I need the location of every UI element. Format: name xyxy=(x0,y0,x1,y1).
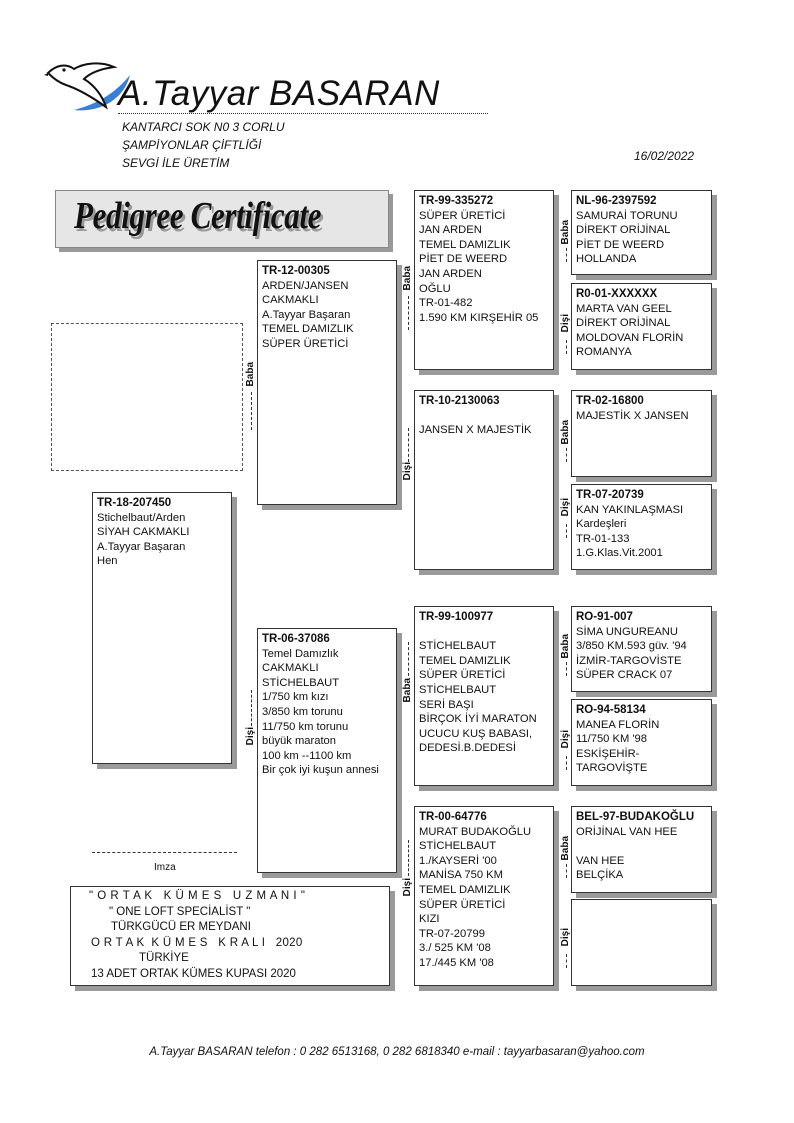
contact-footer: A.Tayyar BASARAN telefon : 0 282 6513168, 0 282 6818340 e-mail : tayyarbasaran@yahoo.com xyxy=(149,1046,645,1058)
specialist-line: 13 ADET ORTAK KÜMES KUPASI 2020 xyxy=(91,968,296,980)
dam-line: CAKMAKLI xyxy=(262,662,319,675)
dam-dam-line: STİCHELBAUT xyxy=(419,840,497,853)
sire-sire-box xyxy=(414,190,554,370)
sire-sire-ring-id: TR-99-335272 xyxy=(419,195,494,207)
specialist-line: TÜRKİYE xyxy=(139,952,189,964)
dam-sire-label: Baba xyxy=(402,678,413,703)
dss-ring-id: RO-91-007 xyxy=(576,611,633,623)
ssd-line: DİREKT ORİJİNAL xyxy=(576,317,671,330)
sire-label: Baba xyxy=(245,362,256,387)
dam-dam-box xyxy=(414,806,554,986)
dam-sire-connector xyxy=(408,642,409,676)
dds-ring-id: BEL-97-BUDAKOĞLU xyxy=(576,811,695,823)
dsd-ring-id: RO-94-58134 xyxy=(576,704,646,716)
ssd-connector xyxy=(566,340,567,354)
dss-line: SÜPER CRACK 07 xyxy=(576,669,673,682)
sss-line: HOLLANDA xyxy=(576,253,637,266)
dam-sire-line: BİRÇOK İYİ MARATON xyxy=(419,713,537,726)
dds-line: ORİJİNAL VAN HEE xyxy=(576,825,678,838)
dam-dam-line: 17./445 KM '08 xyxy=(419,956,494,969)
sire-line: SÜPER ÜRETİCİ xyxy=(262,337,349,350)
sdd-box xyxy=(571,484,712,570)
sds-label: Baba xyxy=(560,420,571,445)
dam-dam-line: TR-07-20799 xyxy=(419,927,485,940)
breeder-name: A.Tayyar BASARAN xyxy=(118,74,440,113)
subject-ring-id: TR-18-207450 xyxy=(97,497,172,509)
ddd-connector xyxy=(566,954,567,968)
dam-dam-line: 3./ 525 KM '08 xyxy=(419,942,491,955)
sire-dam-line: JANSEN X MAJESTİK xyxy=(419,424,532,437)
dam-line: 100 km --1100 km xyxy=(262,749,352,762)
dss-connector xyxy=(566,662,567,676)
dam-sire-line: STİCHELBAUT xyxy=(419,683,497,696)
address-line-3: SEVGİ İLE ÜRETİM xyxy=(122,156,230,170)
subject-line: A.Tayyar Başaran xyxy=(97,540,186,553)
dds-connector xyxy=(566,864,567,878)
sdd-line: KAN YAKINLAŞMASI xyxy=(576,503,684,516)
sss-label: Baba xyxy=(560,220,571,245)
ssd-box xyxy=(571,283,712,370)
dam-dam-line: KIZI xyxy=(419,913,440,926)
dam-line: Bir çok iyi kuşun annesi xyxy=(262,764,379,777)
dds-label: Baba xyxy=(560,836,571,861)
dam-line: 1/750 km kızı xyxy=(262,691,329,704)
sdd-line: TR-01-133 xyxy=(576,532,630,545)
dam-dam-line: 1./KAYSERİ '00 xyxy=(419,854,497,867)
dam-box xyxy=(257,628,397,873)
dsd-label: Dişi xyxy=(560,730,571,749)
signature-label: Imza xyxy=(154,862,176,873)
dam-sire-ring-id: TR-99-100977 xyxy=(419,611,494,623)
sire-dam-label: Dişi xyxy=(402,462,413,481)
ssd-line: ROMANYA xyxy=(576,346,632,359)
sss-line: DİREKT ORİJİNAL xyxy=(576,224,671,237)
dsd-box xyxy=(571,699,712,786)
subject-line: Hen xyxy=(97,555,118,568)
sss-line: SAMURAİ TORUNU xyxy=(576,209,678,222)
dsd-line: 11/750 KM '98 xyxy=(576,733,647,746)
dsd-connector xyxy=(566,756,567,770)
sss-line: PİET DE WEERD xyxy=(576,238,665,251)
sire-line: CAKMAKLI xyxy=(262,294,319,307)
sire-line: ARDEN/JANSEN xyxy=(262,279,349,292)
sire-sire-line: 1.590 KM KIRŞEHİR 05 xyxy=(419,311,539,324)
dsd-line: TARGOVİŞTE xyxy=(576,762,648,775)
sds-ring-id: TR-02-16800 xyxy=(576,395,644,407)
ssd-line: MARTA VAN GEEL xyxy=(576,302,672,315)
ddd-label: Dişi xyxy=(560,928,571,947)
signature-line xyxy=(92,852,237,853)
dss-label: Baba xyxy=(560,634,571,659)
dam-dam-line: MANİSA 750 KM xyxy=(419,869,503,882)
address-line-1: KANTARCI SOK N0 3 CORLU xyxy=(122,120,285,134)
sire-connector xyxy=(251,392,252,430)
banner-text: Pedigree Certificate xyxy=(74,195,322,237)
sire-sire-connector xyxy=(408,296,409,330)
dsd-line: ESKİŞEHİR- xyxy=(576,747,640,760)
ssd-line: MOLDOVAN FLORİN xyxy=(576,331,684,344)
dam-sire-line: UCUCU KUŞ BABASI, xyxy=(419,727,533,740)
dam-dam-line: MURAT BUDAKOĞLU xyxy=(419,825,532,838)
sss-box xyxy=(571,190,712,275)
sdd-line: Kardeşleri xyxy=(576,518,627,531)
specialist-box xyxy=(70,886,390,986)
dss-line: SİMA UNGUREANU xyxy=(576,625,678,638)
dss-line: İZMİR-TARGOVİSTE xyxy=(576,654,682,667)
subject-box xyxy=(92,492,232,764)
dds-box xyxy=(571,806,712,893)
dam-sire-line: TEMEL DAMIZLIK xyxy=(419,654,511,667)
dam-dam-ring-id: TR-00-64776 xyxy=(419,811,487,823)
sire-dam-ring-id: TR-10-2130063 xyxy=(419,395,500,407)
dam-sire-line: SÜPER ÜRETİCİ xyxy=(419,669,506,682)
sss-ring-id: NL-96-2397592 xyxy=(576,195,657,207)
sire-sire-line: JAN ARDEN xyxy=(419,267,482,280)
ssd-label: Dişi xyxy=(560,314,571,333)
sdd-label: Dişi xyxy=(560,498,571,517)
sire-dam-line xyxy=(419,409,549,424)
sds-box xyxy=(571,390,712,477)
dam-line: büyük maraton xyxy=(262,735,337,748)
ddd-box xyxy=(571,899,712,986)
dam-connector xyxy=(251,690,252,726)
sire-sire-line: SÜPER ÜRETİCİ xyxy=(419,209,506,222)
dds-line xyxy=(576,839,707,854)
dam-sire-line: SERİ BAŞI xyxy=(419,698,474,711)
dam-sire-line: DEDESİ.B.DEDESİ xyxy=(419,742,516,755)
dam-ring-id: TR-06-37086 xyxy=(262,633,330,645)
dsd-line: MANEA FLORİN xyxy=(576,718,660,731)
dam-line: STİCHELBAUT xyxy=(262,676,340,689)
specialist-line: TÜRKGÜCÜ ER MEYDANI xyxy=(111,921,251,933)
ssd-ring-id: R0-01-XXXXXX xyxy=(576,288,658,300)
sire-dam-box xyxy=(414,390,554,570)
subject-line: SİYAH CAKMAKLI xyxy=(97,526,190,539)
sire-dam-connector xyxy=(408,428,409,462)
photo-placeholder xyxy=(51,323,243,471)
sire-sire-line: PİET DE WEERD xyxy=(419,253,508,266)
dam-line: Temel Damızlık xyxy=(262,647,339,660)
subject-line: Stichelbaut/Arden xyxy=(97,511,186,524)
address-line-2: ŞAMPİYONLAR ÇİFTLİĞİ xyxy=(122,138,262,152)
specialist-line: " ONE LOFT SPECİALİST " xyxy=(109,906,251,918)
sire-ring-id: TR-12-00305 xyxy=(262,265,330,277)
dam-line: 3/850 km torunu xyxy=(262,705,343,718)
specialist-line: O R T A K K Ü M E S K R A L I 2020 xyxy=(91,937,303,949)
sire-line: A.Tayyar Başaran xyxy=(262,308,351,321)
dam-sire-box xyxy=(414,606,554,786)
sire-line: TEMEL DAMIZLIK xyxy=(262,323,354,336)
pedigree-certificate-banner xyxy=(55,190,389,248)
sdd-ring-id: TR-07-20739 xyxy=(576,489,644,501)
dam-dam-line: TEMEL DAMIZLIK xyxy=(419,883,511,896)
dam-dam-line: SÜPER ÜRETİCİ xyxy=(419,898,506,911)
dam-line: 11/750 km torunu xyxy=(262,720,349,733)
dam-dam-connector xyxy=(408,840,409,876)
dam-sire-line: STİCHELBAUT xyxy=(419,640,497,653)
sdd-line: 1.G.Klas.Vit.2001 xyxy=(576,547,663,560)
sire-box xyxy=(257,260,397,505)
dds-line: VAN HEE xyxy=(576,854,625,867)
dam-dam-label: Dişi xyxy=(402,878,413,897)
sire-sire-line: TEMEL DAMIZLIK xyxy=(419,238,511,251)
breeder-address xyxy=(122,118,284,172)
sds-line: MAJESTİK X JANSEN xyxy=(576,409,689,422)
sire-sire-line: TR-01-482 xyxy=(419,297,473,310)
header-underline xyxy=(118,113,488,114)
dss-box xyxy=(571,606,712,692)
specialist-line: " O R T A K K Ü M E S U Z M A N I " xyxy=(89,890,306,902)
sds-connector xyxy=(566,448,567,462)
sire-sire-label: Baba xyxy=(402,266,413,291)
certificate-date: 16/02/2022 xyxy=(634,149,695,163)
sss-connector xyxy=(566,248,567,262)
sire-sire-line: JAN ARDEN xyxy=(419,224,482,237)
sire-sire-line: OĞLU xyxy=(419,282,451,295)
dds-line: BELÇİKA xyxy=(576,869,624,882)
dam-label: Dişi xyxy=(245,727,256,746)
dss-line: 3/850 KM.593 güv. '94 xyxy=(576,640,687,653)
dam-sire-line xyxy=(419,625,549,640)
sdd-connector xyxy=(566,524,567,538)
